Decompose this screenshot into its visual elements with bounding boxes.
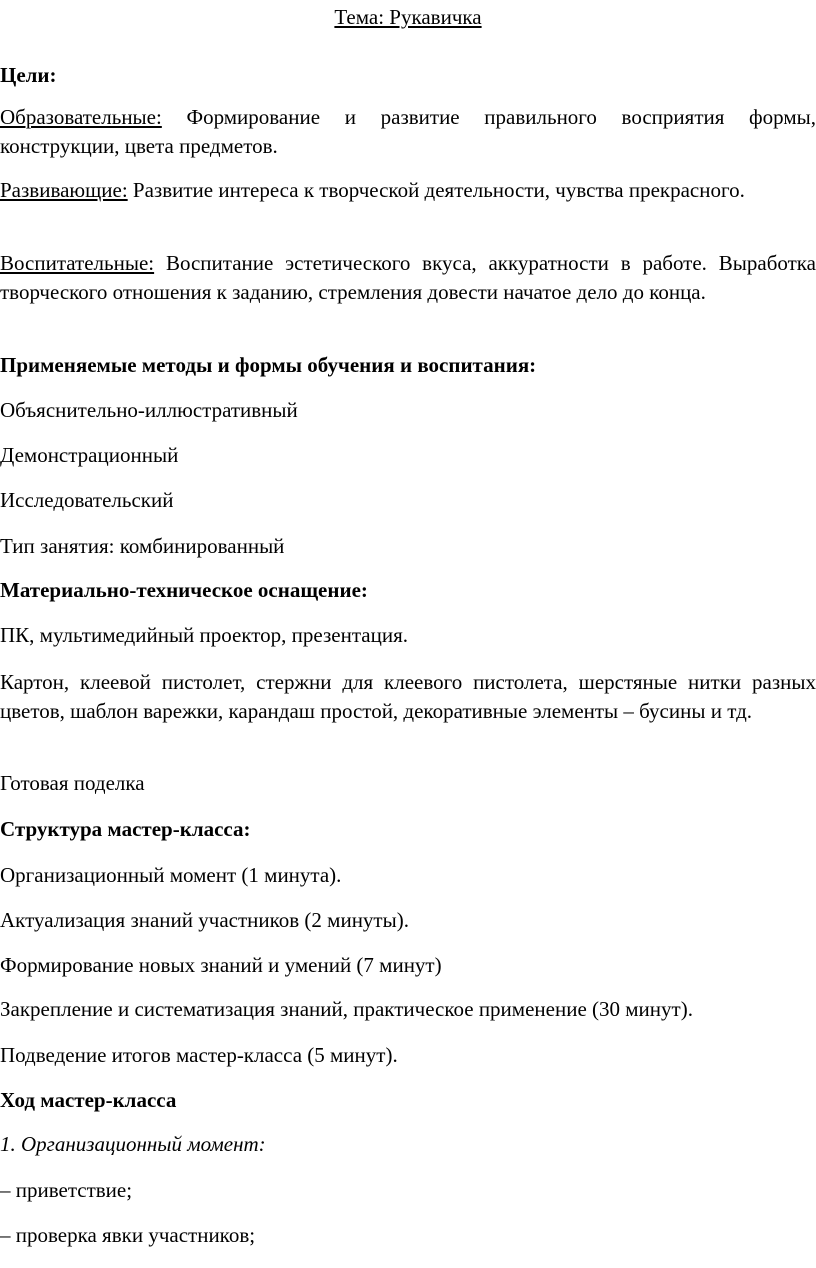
structure-item: Формирование новых знаний и умений (7 минут) — [0, 953, 442, 977]
goal-upbringing — [0, 249, 816, 307]
goal-upbringing-text: Воспитание эстетического вкуса, аккуратности в работе. Выработка творческого отношения к заданию, стремления довести начатое дело до конца. — [0, 251, 816, 304]
goal-developing-text: Развитие интереса к творческой деятельности, чувства прекрасного. — [127, 178, 745, 202]
materials-paragraph: Картон, клеевой пистолет, стержни для клеевого пистолета, шерстяные нитки разных цветов, шаблон варежки, карандаш простой, декоративные элементы – бусины и тд. — [0, 670, 816, 723]
structure-item: Подведение итогов мастер-класса (5 минут). — [0, 1043, 398, 1067]
goal-developing-label: Развивающие: — [0, 178, 128, 202]
step1-item: – приветствие; — [0, 1178, 133, 1202]
method-item: Исследовательский — [0, 488, 174, 512]
goals-heading: Цели: — [0, 63, 57, 87]
goal-educational-label: Образовательные: — [0, 105, 162, 129]
goal-educational-text: Формирование и развитие правильного восприятия формы, конструкции, цвета предметов. — [0, 105, 816, 158]
structure-item: Организационный момент (1 минута). — [0, 863, 342, 887]
step1-heading: 1. Организационный момент: — [0, 1132, 266, 1156]
page-title: Тема: Рукавичка — [334, 5, 482, 29]
structure-heading: Структура мастер-класса: — [0, 817, 251, 841]
methods-heading: Применяемые методы и формы обучения и воспитания: — [0, 353, 537, 377]
equipment-line: ПК, мультимедийный проектор, презентация. — [0, 623, 408, 647]
structure-item: Актуализация знаний участников (2 минуты). — [0, 908, 409, 932]
progress-heading: Ход мастер-класса — [0, 1088, 177, 1112]
method-item: Объяснительно-иллюстративный — [0, 398, 298, 422]
goal-educational — [0, 103, 816, 161]
step1-item: – проверка явки участников; — [0, 1223, 256, 1247]
structure-item: Закрепление и систематизация знаний, практическое применение (30 минут). — [0, 997, 693, 1021]
method-item: Демонстрационный — [0, 443, 179, 467]
goal-upbringing-label: Воспитательные: — [0, 251, 155, 275]
finished-item: Готовая поделка — [0, 771, 145, 795]
goal-developing — [0, 176, 816, 205]
equipment-heading: Материально-техническое оснащение: — [0, 578, 368, 602]
lesson-type: Тип занятия: комбинированный — [0, 534, 285, 558]
